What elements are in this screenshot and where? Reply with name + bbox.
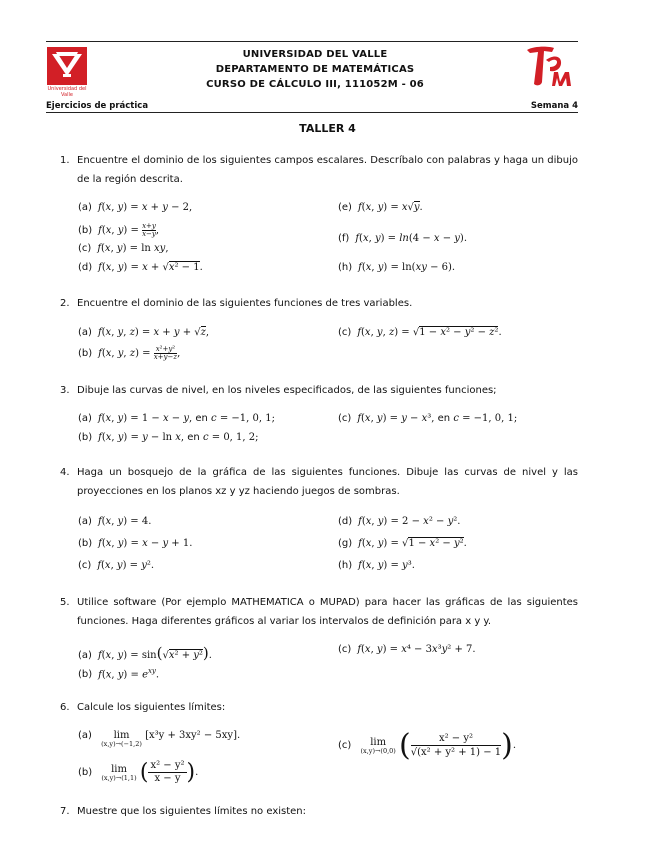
- q1-item-d: (d) f(x, y) = x + √x² − 1.: [78, 262, 203, 273]
- q1-item-e: (e) f(x, y) = x√y.: [338, 202, 423, 213]
- question-7: 7. Muestre que los siguientes límites no existen:: [60, 806, 307, 817]
- department-logo: [524, 44, 576, 90]
- q5-item-a: (a) f(x, y) = sin(√x² + y²).: [78, 644, 212, 662]
- q4-item-d: (d) f(x, y) = 2 − x² − y².: [338, 516, 461, 527]
- q1-item-h: (h) f(x, y) = ln(xy − 6).: [338, 262, 456, 273]
- top-rule: [46, 41, 578, 42]
- question-3: 3. Dibuje las curvas de nivel, en los niveles especificados, de las siguientes funciones;: [60, 385, 497, 396]
- q4-item-g: (g) f(x, y) = √1 − x² − y².: [338, 538, 467, 549]
- bottom-rule: [46, 112, 578, 113]
- q4-item-a: (a) f(x, y) = 4.: [78, 516, 152, 527]
- univalle-logo: [46, 46, 88, 98]
- q4-item-h: (h) f(x, y) = y³.: [338, 560, 415, 571]
- q1-item-a: (a) f(x, y) = x + y − 2,: [78, 202, 193, 213]
- q5-item-c: (c) f(x, y) = x⁴ − 3x³y² + 7.: [338, 644, 476, 655]
- q4-item-b: (b) f(x, y) = x − y + 1.: [78, 538, 193, 549]
- logo-caption: Universidad del Valle: [47, 86, 87, 98]
- question-5: 5. Utilice software (Por ejemplo MATHEMATICA o MUPAD) para hacer las gráficas de las siguientes funciones. Haga diferentes gráficos al variar los intervalos de definición para x y y.: [60, 597, 578, 627]
- q3-item-b: (b) f(x, y) = y − ln x, en c = 0, 1, 2;: [78, 432, 259, 443]
- q2-item-c: (c) f(x, y, z) = √1 − x² − y² − z².: [338, 327, 502, 338]
- header-university: UNIVERSIDAD DEL VALLE: [242, 49, 388, 60]
- q2-item-b: (b) f(x, y, z) = $\frac{\text{x²+y²}}{x+y-z}$ ,: [78, 345, 181, 361]
- q6-item-a: (a) lim (x,y)→(−1,2) [x³y + 3xy² − 5xy].: [78, 730, 241, 748]
- q1-item-b: (b) f(x, y) = $\frac{x+y}{x-y}$ ,: [78, 222, 160, 238]
- page-title: TALLER 4: [299, 122, 356, 135]
- header-right-sub: Semana 4: [530, 101, 578, 111]
- header-left-sub: Ejercicios de práctica: [46, 101, 149, 111]
- question-1: 1. Encuentre el dominio de los siguientes campos escalares. Descríbalo con palabras y haga un dibujo de la región descrita.: [60, 155, 578, 185]
- question-4: 4. Haga un bosquejo de la gráfica de las siguientes funciones. Dibuje las curvas de nivel y las proyecciones en los planos xz y yz haciendo juegos de sombras.: [60, 467, 578, 497]
- q2-item-a: (a) f(x, y, z) = x + y + √z,: [78, 327, 210, 338]
- q6-item-b: (b) lim (x,y)→(1,1) ( $\frac{\text{x² − y²}}{x - y}$ ).: [78, 760, 199, 785]
- question-6: 6. Calcule los siguientes límites:: [60, 702, 226, 713]
- q1-item-f: (f) f(x, y) = ln(4 − x − y).: [338, 233, 468, 244]
- q1-item-c: (c) f(x, y) = ln xy,: [78, 243, 169, 254]
- q3-item-c: (c) f(x, y) = y − x³, en c = −1, 0, 1;: [338, 413, 518, 424]
- q5-item-b: (b) f(x, $y) = e^{xy}$.: [78, 667, 160, 681]
- q6-item-c: (c) lim (x,y)→(0,0) ( $\frac{\text{x² − y²}}{\text{√(x² + y² + 1) − 1}}$ ).: [338, 728, 517, 763]
- question-2: 2. Encuentre el dominio de las siguientes funciones de tres variables.: [60, 298, 413, 309]
- header-department: DEPARTAMENTO DE MATEMÁTICAS: [215, 64, 415, 75]
- q4-item-c: (c) f(x, y) = y².: [78, 560, 155, 571]
- header-course: CURSO DE CÁLCULO III, 111052M - 06: [206, 79, 424, 90]
- q3-item-a: (a) f(x, y) = 1 − x − y, en c = −1, 0, 1;: [78, 413, 275, 424]
